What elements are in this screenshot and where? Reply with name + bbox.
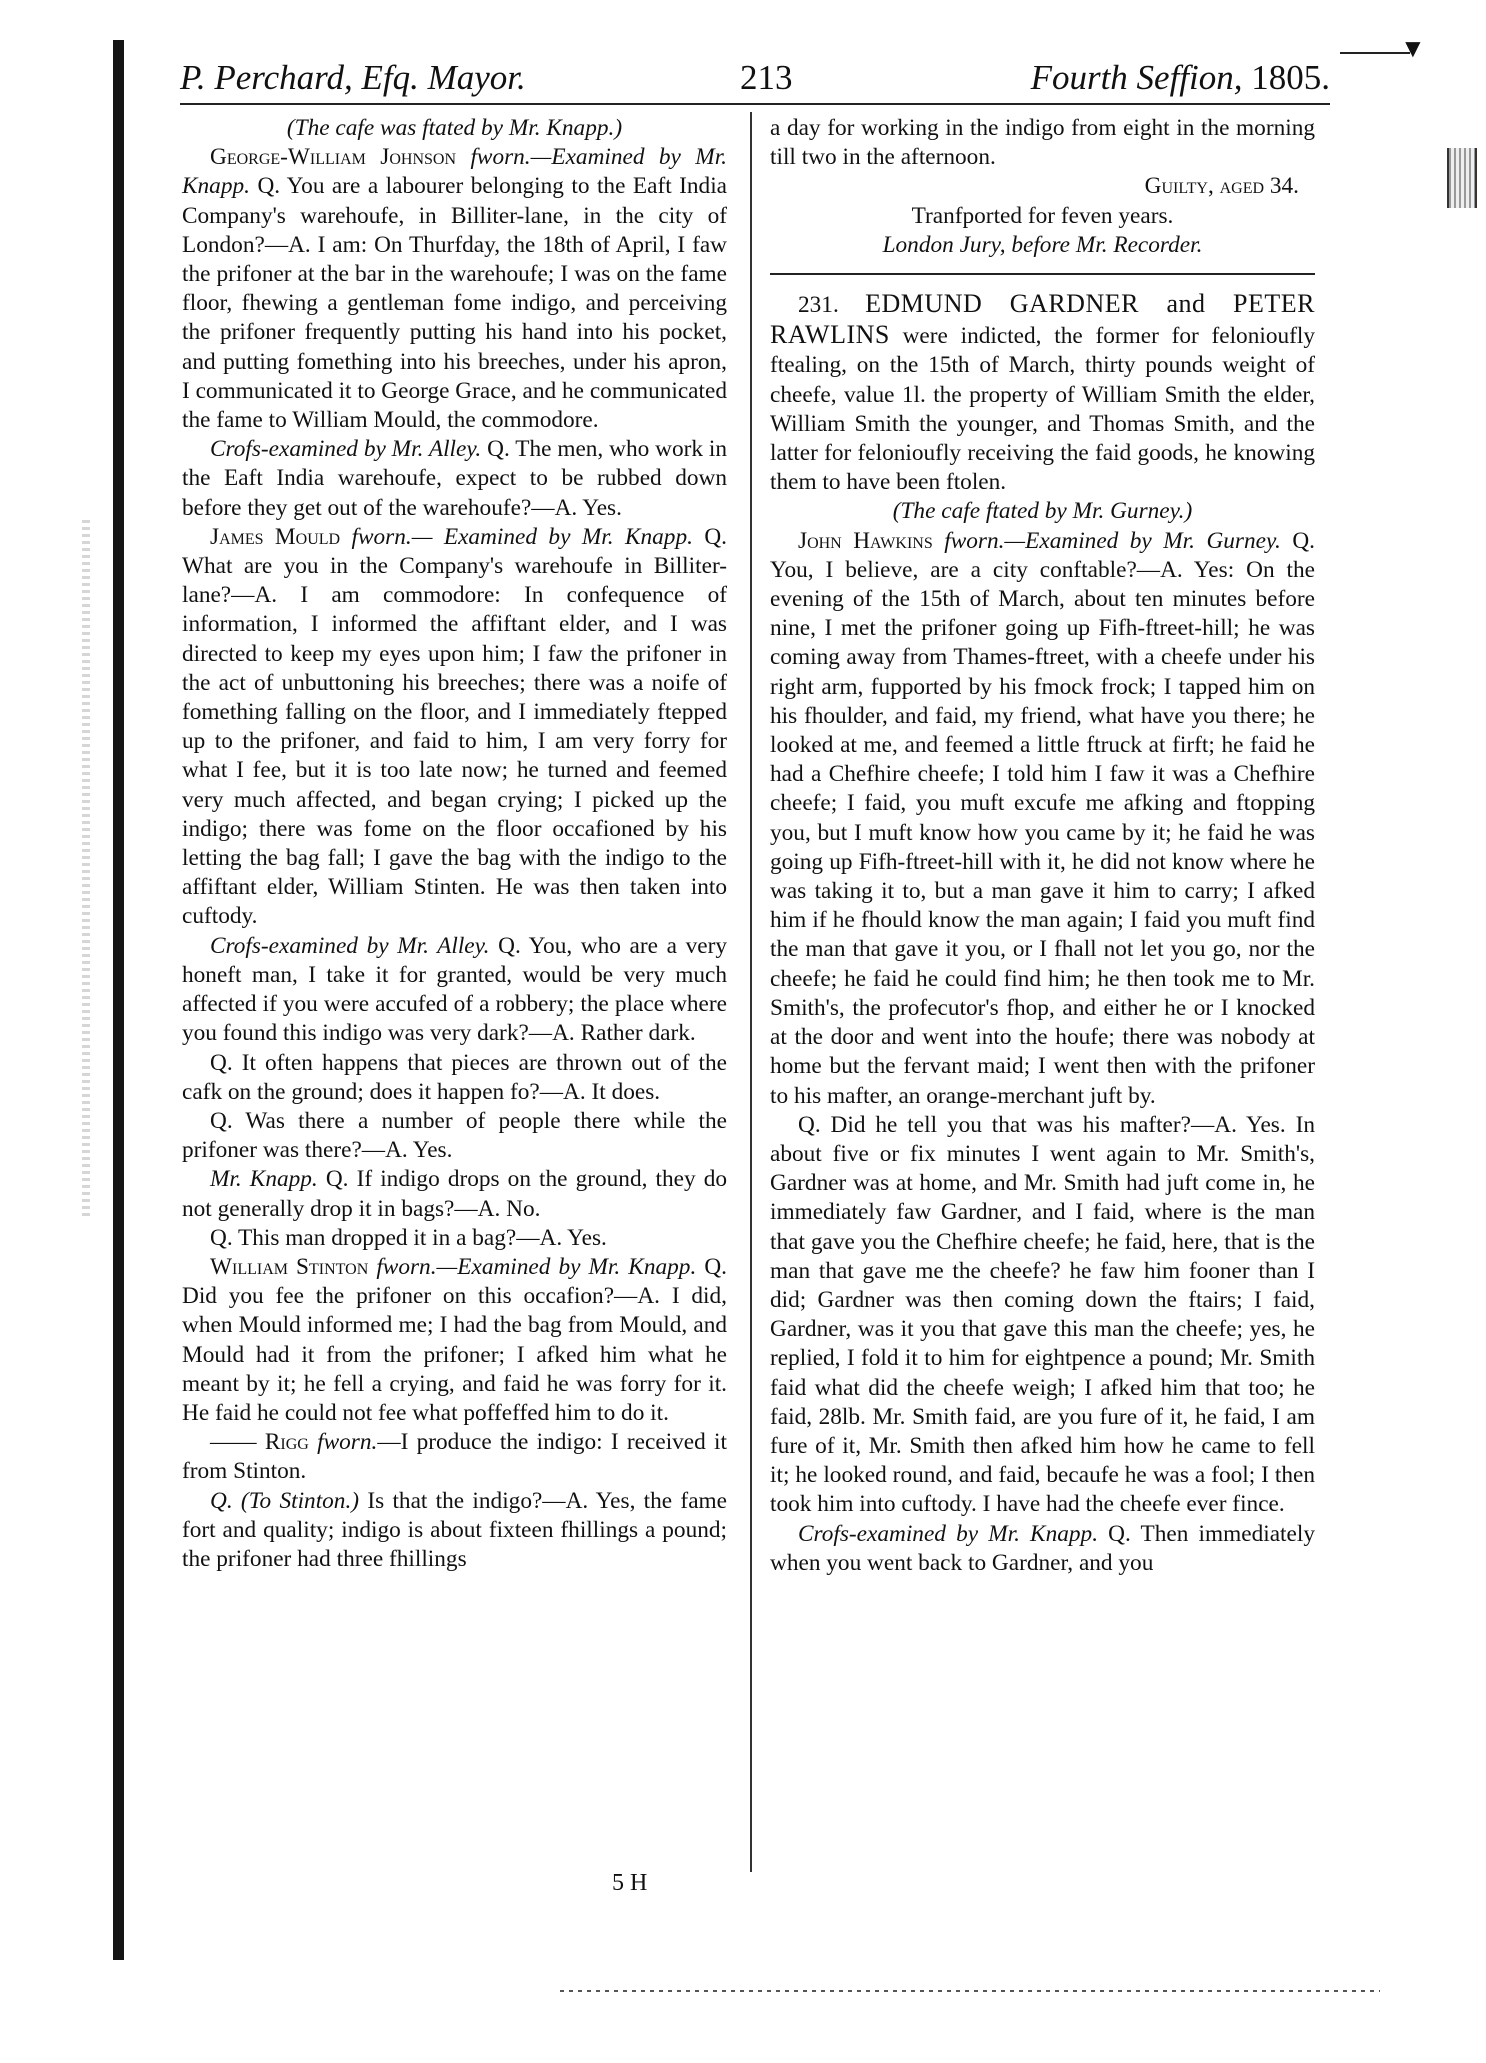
witness-role: fworn. bbox=[317, 1429, 378, 1456]
witness-name: Rigg bbox=[264, 1429, 309, 1456]
corner-mark-icon: ▼ bbox=[1400, 34, 1426, 63]
case-stated: (The cafe ftated by Mr. Gurney.) bbox=[892, 498, 1193, 525]
header-session bbox=[1031, 58, 1330, 98]
witness-role: fworn.—Examined by Mr. Knapp. bbox=[182, 144, 728, 200]
page-number: 213 bbox=[740, 58, 793, 97]
session-year: 1805. bbox=[1251, 58, 1330, 97]
testimony-mould bbox=[182, 523, 727, 932]
case-stated: (The cafe was ftated by Mr. Knapp.) bbox=[286, 115, 623, 141]
cross-exam-knapp bbox=[770, 1520, 1315, 1578]
library-stamp bbox=[1447, 148, 1477, 208]
header-mayor: P. Perchard, Efq. Mayor. bbox=[180, 58, 526, 97]
testimony-text: Q. The men, who work in the Eaft India warehoufe, expect to be rubbed down before they get out of the warehoufe?—A. Yes. bbox=[182, 436, 727, 521]
exam-role: Crofs-examined by Mr. Knapp. bbox=[798, 1520, 1099, 1547]
testimony-text: Q. What are you in the Company's warehoufe in Billiter-lane?—A. I am commodore: In confequence of information, I informed the affiftant elder, and I was directed to keep my eyes upon him; I faw the prifoner in the act of unbuttoning his breeches; there was a noife of fomething falling on the floor, and I immediately ftepped up to the prifoner, and faid to him, I am very forry for what I fee, but it is too late now; he turned and feemed very much affected, and began crying; I picked up the indigo; there was fome on the floor occafioned by his letting the bag fall; I gave the bag with the indigo to the affiftant elder, William Stinten. He was then taken into cuftody. bbox=[182, 523, 727, 930]
witness-name: William Stinton bbox=[210, 1253, 369, 1280]
bottom-edge-dots bbox=[560, 1990, 1380, 1992]
case-separator bbox=[770, 273, 1315, 275]
question-cask: Q. It often happens that pieces are thrown out of the cafk on the ground; does it happen fo?—A. It does. bbox=[182, 1049, 727, 1105]
continued-text: a day for working in the indigo from eight in the morning till two in the afternoon. bbox=[770, 115, 1315, 171]
left-column bbox=[182, 114, 727, 1574]
testimony-rigg bbox=[182, 1428, 727, 1486]
dash: —— bbox=[210, 1429, 257, 1456]
verdict: Guilty, aged 34. bbox=[1144, 173, 1299, 200]
binding-edge bbox=[113, 40, 124, 1960]
testimony-text: Q. If indigo drops on the ground, they do not generally drop it in bags?—A. No. bbox=[182, 1166, 728, 1222]
question-people: Q. Was there a number of people there while the prifoner was there?—A. Yes. bbox=[182, 1107, 727, 1164]
exam-role: Q. (To Stinton.) bbox=[210, 1487, 360, 1514]
defendant-names: EDMUND GARDNER and PETER RAWLINS bbox=[770, 289, 1315, 350]
sentence: Tranfported for feven years. bbox=[911, 202, 1174, 229]
witness-role: fworn.—Examined by Mr. Knapp. bbox=[376, 1253, 697, 1280]
cross-exam-alley-1 bbox=[182, 435, 727, 523]
witness-role: fworn.— Examined by Mr. Knapp. bbox=[351, 523, 693, 550]
testimony-stinton bbox=[182, 1253, 727, 1428]
witness-name: George-William Johnson bbox=[210, 144, 457, 171]
witness-name: John Hawkins bbox=[798, 527, 933, 554]
witness-role: fworn.—Examined by Mr. Gurney. bbox=[944, 527, 1281, 554]
exam-role: Crofs-examined by Mr. Alley. bbox=[210, 436, 482, 463]
exam-role: Mr. Knapp. bbox=[210, 1166, 318, 1193]
cross-exam-alley-2 bbox=[182, 932, 727, 1049]
testimony-text: —I produce the indigo: I received it from Stinton. bbox=[182, 1429, 727, 1485]
witness-name: James Mould bbox=[210, 523, 341, 550]
testimony-text: Is that the indigo?—A. Yes, the fame fort and quality; indigo is about fixteen fhillings a pound; the prifoner had three fhillings bbox=[182, 1487, 727, 1572]
binding-shadow bbox=[82, 520, 90, 1220]
running-header bbox=[180, 58, 1330, 108]
session-label: Fourth Seffion, bbox=[1030, 58, 1243, 97]
testimony-text: Q. Did you fee the prifoner on this occafion?—A. I did, when Mould informed me; I had the bag from Mould, and Mould had it from the prifoner; I afked him what he meant by it; he fell a crying, and faid he was forry for it. He faid he could not fee what poffeffed him to do it. bbox=[182, 1253, 727, 1426]
column-divider bbox=[750, 112, 752, 1872]
testimony-hawkins bbox=[770, 527, 1315, 1111]
reexam-knapp bbox=[182, 1165, 727, 1223]
question-bag: Q. This man dropped it in a bag?—A. Yes. bbox=[210, 1224, 607, 1251]
question-stinton bbox=[182, 1487, 727, 1575]
jury: London Jury, before Mr. Recorder. bbox=[882, 231, 1203, 258]
right-column bbox=[770, 114, 1315, 1578]
question-master: Q. Did he tell you that was his mafter?—A. Yes. In about five or fix minutes I went again to Mr. Smith's, Gardner was at home, and Mr. Smith had juft come in, he immediately faw Gardner, and I faid, where is the man that gave you the Chefhire cheefe; he faid, here, that is the man that gave me the cheefe? he faw him fooner than I did; Gardner was then coming down the ftairs; I faid, Gardner, was it you that gave this man the cheefe; yes, he replied, I fold it to him for eightpence a pound; Mr. Smith faid what did the cheefe weigh; I afked him that too; he faid, 28lb. Mr. Smith faid, are you fure of it, he faid, I am fure of it, Mr. Smith then afked him how he came to fell it; he looked round, and faid, becaufe he was a fool; I then took him into cuftody. I have had the cheefe ever fince. bbox=[770, 1111, 1315, 1518]
testimony-text: Q. Then immediately when you went back to Gardner, and you bbox=[770, 1520, 1315, 1576]
testimony-johnson bbox=[182, 143, 727, 435]
testimony-text: Q. You are a labourer belonging to the Eaft India Company's warehoufe, in Billiter-lane, in the city of London?—A. I am: On Thurfday, the 18th of April, I faw the prifoner at the bar in the warehoufe; I was on the fame floor, fhewing a gentleman fome indigo, and perceiving the prifoner frequently putting his hand into his pocket, and putting fomething into his breeches, under his apron, I communicated it to George Grace, and he communicated the fame to William Mould, the commodore. bbox=[182, 173, 728, 434]
exam-role: Crofs-examined by Mr. Alley. bbox=[210, 932, 490, 959]
indictment-text: were indicted, the former for felonioufly ftealing, on the 15th of March, thirty pounds weight of cheefe, value 1l. the property of William Smith the elder, William Smith the younger, and Thomas Smith, and the latter for felonioufly receiving the faid goods, he knowing them to have been ftolen. bbox=[770, 323, 1315, 496]
signature-mark: 5 H bbox=[612, 1870, 648, 1896]
testimony-text: Q. You, who are a very honeft man, I take it for granted, would be very much affected if you were accufed of a robbery; the place where you found this indigo was very dark?—A. Rather dark. bbox=[182, 932, 727, 1047]
testimony-text: Q. You, I believe, are a city conftable?—A. Yes: On the evening of the 15th of March, about ten minutes before nine, I met the prifoner going up Fifh-ftreet-hill; he was coming away from Thames-ftreet, with a cheefe under his right arm, fupported by his fmock frock; I tapped him on his fhoulder, and faid, my friend, what have you there; he looked at me, and feemed a little ftruck at firft; he faid he had a Chefhire cheefe; I told him I faw it was a Chefhire cheefe; I faid, you muft excufe me afking and ftopping you, but I muft know how you came by it; he faid he was going up Fifh-ftreet-hill with it, he did not know where he was taking it to, but a man gave it him to carry; I afked him if he fhould know the man again; I faid you muft find the man that gave it you, or I fhall not let you go, nor the cheefe; he faid he could find him; he then took me to Mr. Smith's, the profecutor's fhop, and either he or I knocked at the door and went into the houfe; there was nobody at home but the fervant maid; I went then with the prifoner to his mafter, an orange-merchant juft by. bbox=[770, 527, 1315, 1109]
case-number: 231. bbox=[798, 292, 839, 319]
case-indictment bbox=[770, 289, 1315, 497]
header-rule bbox=[180, 103, 1330, 105]
